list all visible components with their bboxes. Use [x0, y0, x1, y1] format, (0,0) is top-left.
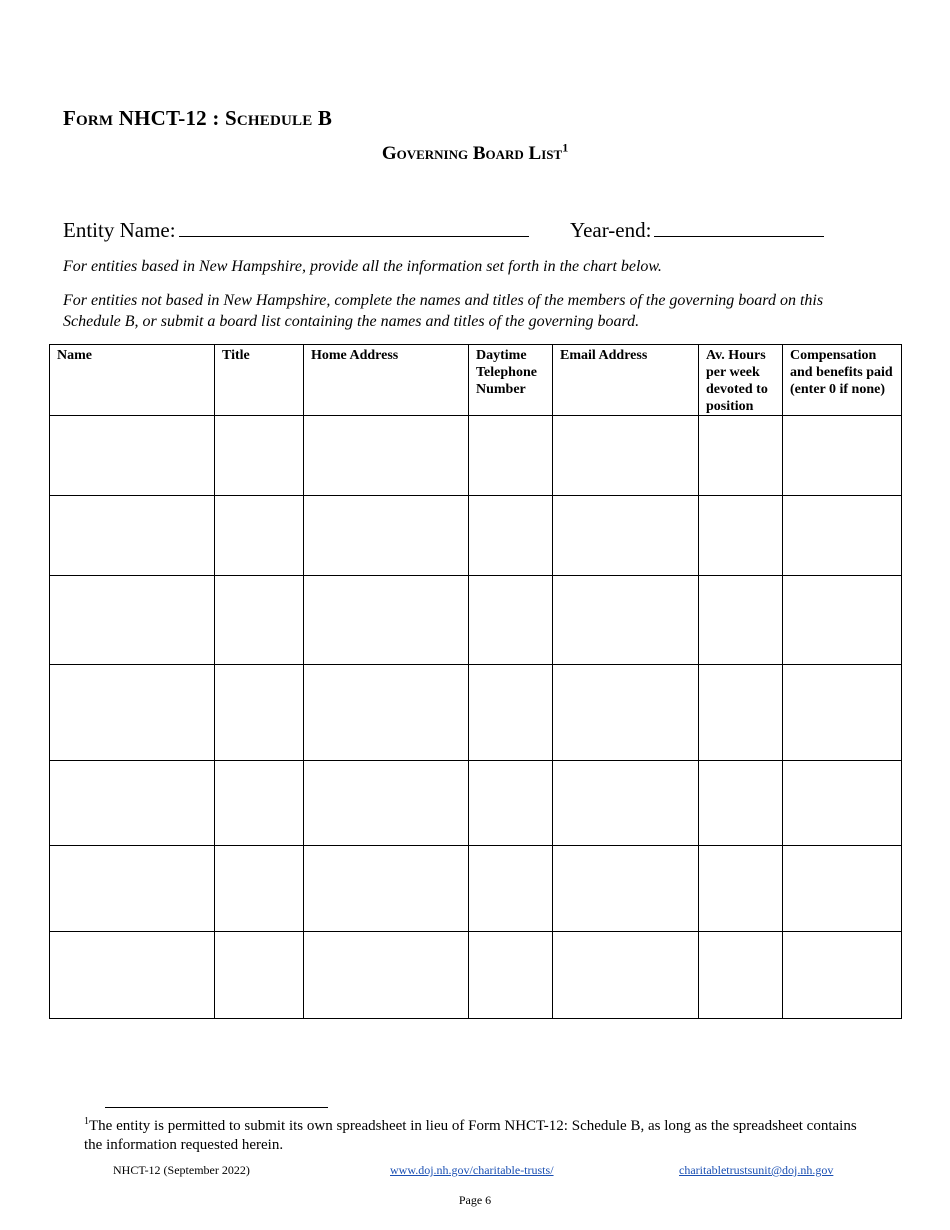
year-end-row	[570, 216, 824, 243]
table-cell[interactable]	[50, 932, 215, 1019]
table-header-row	[50, 345, 902, 416]
table-cell[interactable]	[215, 846, 304, 932]
table-cell[interactable]	[783, 846, 902, 932]
entity-name-row	[63, 216, 529, 243]
table-cell[interactable]	[469, 932, 553, 1019]
instruction-not-nh-based: For entities not based in New Hampshire, complete the names and titles of the members of the governing board on this Schedule B, or submit a board list containing the names and titles of the governing board.	[63, 292, 824, 330]
table-cell[interactable]	[215, 932, 304, 1019]
table-cell[interactable]	[469, 761, 553, 846]
footnote-divider	[105, 1107, 328, 1108]
table-cell[interactable]	[304, 665, 469, 761]
table-cell[interactable]	[50, 665, 215, 761]
column-header-title: Title	[215, 345, 304, 416]
table-cell[interactable]	[699, 576, 783, 665]
table-row	[50, 932, 902, 1019]
table-cell[interactable]	[553, 576, 699, 665]
table-row	[50, 576, 902, 665]
table-row	[50, 496, 902, 576]
year-end-field[interactable]	[654, 216, 824, 237]
footnote-mark: 1	[84, 1116, 89, 1127]
table-cell[interactable]	[215, 496, 304, 576]
column-header-email: Email Address	[553, 345, 699, 416]
board-list-title	[0, 140, 950, 165]
table-cell[interactable]	[699, 846, 783, 932]
instruction-nh-based: For entities based in New Hampshire, provide all the information set forth in the chart below.	[63, 258, 662, 275]
board-list-title-text: Governing Board List	[381, 143, 563, 164]
page-number: Page 6	[458, 1193, 492, 1207]
column-header-name: Name	[50, 345, 215, 416]
table-cell[interactable]	[50, 846, 215, 932]
table-cell[interactable]	[783, 416, 902, 496]
table-cell[interactable]	[304, 496, 469, 576]
table-cell[interactable]	[553, 416, 699, 496]
table-cell[interactable]	[469, 846, 553, 932]
year-end-label: Year-end:	[570, 218, 652, 242]
governing-board-table	[49, 344, 902, 1019]
table-cell[interactable]	[469, 665, 553, 761]
table-cell[interactable]	[553, 761, 699, 846]
footer-website-link[interactable]: www.doj.nh.gov/charitable-trusts/	[390, 1163, 554, 1177]
table-row	[50, 761, 902, 846]
table-cell[interactable]	[215, 576, 304, 665]
table-cell[interactable]	[699, 761, 783, 846]
table-cell[interactable]	[215, 416, 304, 496]
table-row	[50, 846, 902, 932]
footnote	[84, 1117, 864, 1155]
table-cell[interactable]	[50, 576, 215, 665]
table-cell[interactable]	[553, 846, 699, 932]
table-cell[interactable]	[553, 932, 699, 1019]
table-cell[interactable]	[699, 665, 783, 761]
table-cell[interactable]	[469, 576, 553, 665]
footnote-text: The entity is permitted to submit its own spreadsheet in lieu of Form NHCT-12: Schedule B, as long as the spreadsheet contains the information requested herein.	[84, 1118, 857, 1153]
table-cell[interactable]	[699, 496, 783, 576]
footer-email-link[interactable]: charitabletrustsunit@doj.nh.gov	[679, 1163, 834, 1177]
table-cell[interactable]	[783, 496, 902, 576]
table-cell[interactable]	[783, 576, 902, 665]
table-cell[interactable]	[469, 416, 553, 496]
column-header-home-address: Home Address	[304, 345, 469, 416]
footnote-reference: 1	[562, 140, 569, 155]
table-cell[interactable]	[469, 496, 553, 576]
footer-form-version: NHCT-12 (September 2022)	[113, 1163, 250, 1177]
table-cell[interactable]	[783, 761, 902, 846]
table-cell[interactable]	[50, 496, 215, 576]
table-cell[interactable]	[304, 932, 469, 1019]
table-cell[interactable]	[699, 932, 783, 1019]
table-cell[interactable]	[553, 496, 699, 576]
table-row	[50, 416, 902, 496]
table-cell[interactable]	[304, 416, 469, 496]
table-row	[50, 665, 902, 761]
table-cell[interactable]	[215, 665, 304, 761]
table-cell[interactable]	[699, 416, 783, 496]
table-cell[interactable]	[215, 761, 304, 846]
table-cell[interactable]	[783, 665, 902, 761]
table-cell[interactable]	[553, 665, 699, 761]
table-cell[interactable]	[304, 576, 469, 665]
column-header-compensation: Compensation and benefits paid (enter 0 if none)	[783, 345, 902, 416]
column-header-telephone: Daytime Telephone Number	[469, 345, 553, 416]
table-cell[interactable]	[304, 761, 469, 846]
table-cell[interactable]	[50, 761, 215, 846]
table-cell[interactable]	[50, 416, 215, 496]
entity-name-field[interactable]	[179, 216, 529, 237]
entity-name-label: Entity Name:	[63, 218, 176, 242]
table-cell[interactable]	[783, 932, 902, 1019]
column-header-hours: Av. Hours per week devoted to position	[699, 345, 783, 416]
form-title: Form NHCT-12 : Schedule B	[63, 106, 333, 130]
table-cell[interactable]	[304, 846, 469, 932]
